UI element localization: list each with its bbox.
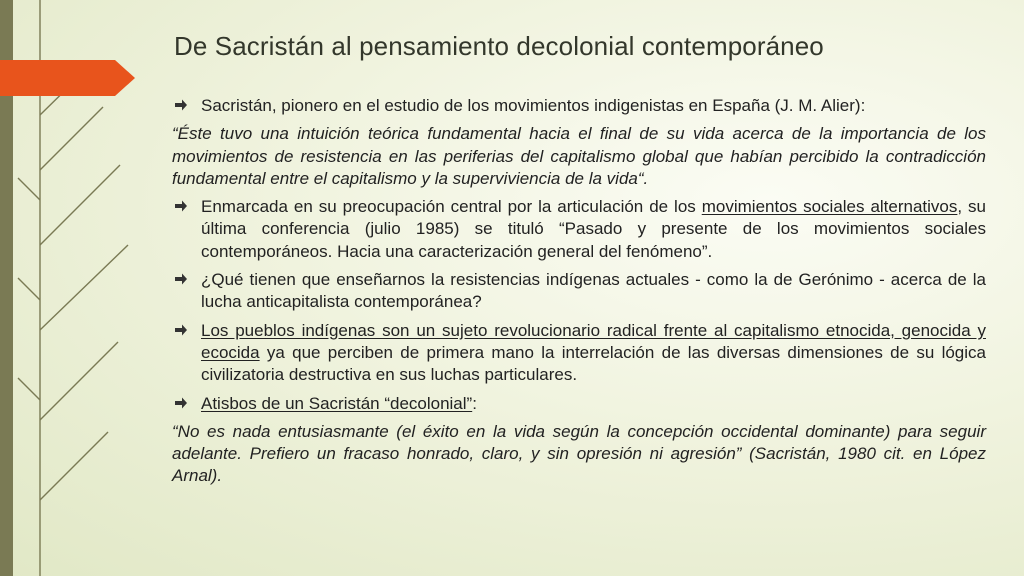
- bullet-item-4: [172, 320, 986, 387]
- arrow-right-icon: [174, 323, 188, 337]
- bullet-text: ¿Qué tienen que enseñarnos la resistencias indígenas actuales - como la de Gerónimo - acerca de la lucha anticapitalista contemporánea?: [201, 270, 986, 312]
- arrow-right-icon: [174, 396, 188, 410]
- slide-title: De Sacristán al pensamiento decolonial contemporáneo: [174, 31, 824, 61]
- bullet-text: ya que perciben de primera mano la interrelación de las diversas dimensiones de su lógica civilizatoria destructiva en sus luchas particulares.: [201, 342, 986, 385]
- bullet-text: , su última conferencia (julio 1985) se tituló “Pasado y presente de los movimientos sociales contemporáneos. Hacia una caracterización general del fenómeno”.: [201, 197, 987, 261]
- quote-block-2: “No es nada entusiasmante (el éxito en la vida según la concepción occidental dominante) para seguir adelante. Prefiero un fracaso honrado, claro, y sin opresión ni agresión” (Sacristán, 1980 cit. en López Arnal).: [172, 421, 986, 486]
- arrow-right-icon: [174, 199, 188, 213]
- bullet-item-3: [172, 269, 986, 314]
- arrow-right-icon: [174, 272, 188, 286]
- bullet-text: Enmarcada en su preocupación central por la articulación de los: [201, 197, 702, 217]
- quote-block-1: “Éste tuvo una intuición teórica fundamental hacia el final de su vida acerca de la importancia de los movimientos de resistencia en las periferias del capitalismo global que habían percibido la contradicción fundamental entre el capitalismo y la superviviencia de la vida“.: [172, 124, 986, 188]
- slide-content: [172, 95, 986, 488]
- bullet-item-2: [172, 196, 986, 263]
- bullet-text: :: [472, 393, 477, 413]
- underlined-phrase: Atisbos de un Sacristán “decolonial”: [201, 393, 473, 413]
- tree-decoration: [0, 0, 140, 576]
- underlined-phrase: Los pueblos indígenas son un sujeto revolucionario radical frente al capitalismo etnocida, genocida y ecocida: [201, 320, 986, 362]
- arrow-right-icon: [174, 98, 188, 112]
- bullet-text: Sacristán, pionero en el estudio de los movimientos indigenistas en España (J. M. Alier):: [201, 96, 866, 115]
- bullet-item-5: [172, 393, 986, 415]
- bullet-item-1: [172, 95, 986, 117]
- title-arrow-shape: [0, 60, 135, 96]
- underlined-phrase: movimientos sociales alternativos: [701, 197, 958, 217]
